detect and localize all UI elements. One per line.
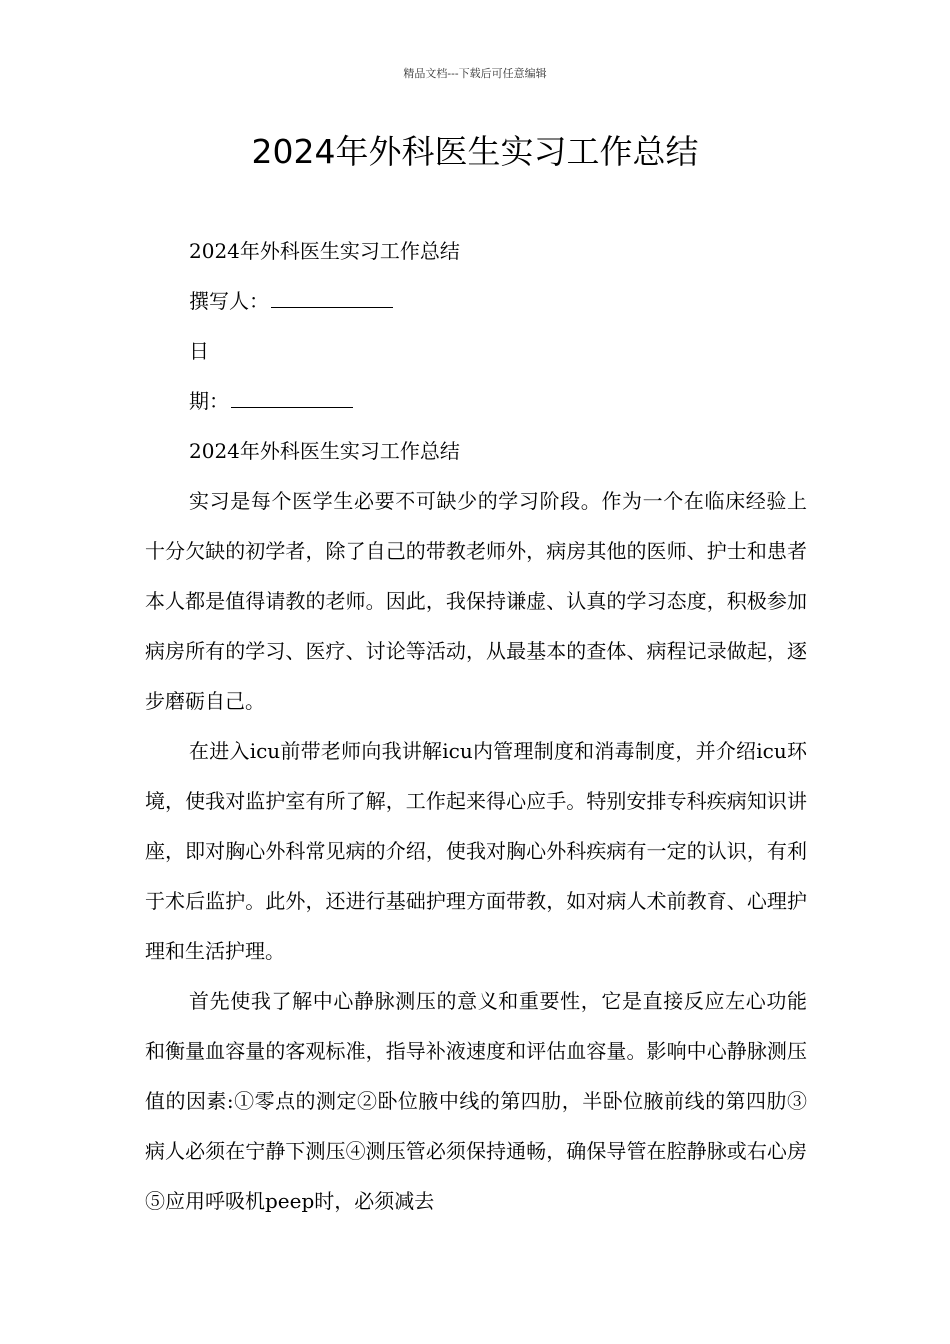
date-blank	[231, 385, 353, 408]
date-label-line1: 日	[189, 339, 209, 363]
paragraph-3: 首先使我了解中心静脉测压的意义和重要性，它是直接反应左心功能和衡量血容量的客观标准，指导补液速度和评估血容量。影响中心静脉测压值的因素:①零点的测定②卧位腋中线的第四肋，半卧位腋前线的第四肋③病人必须在宁静下测压④测压管必须保持通畅，确保导管在腔静脉或右心房⑤应用呼吸机peep时，必须减去	[145, 989, 807, 1213]
subtitle: 2024年外科医生实习工作总结	[189, 239, 460, 263]
author-blank	[271, 285, 393, 308]
subtitle-repeat: 2024年外科医生实习工作总结	[189, 439, 460, 463]
date-label: 期：	[189, 389, 229, 413]
page-header: 精品文档---下载后可任意编辑	[403, 67, 547, 80]
author-label: 撰写人：	[189, 289, 269, 313]
document-body	[145, 226, 807, 1226]
author-line	[145, 276, 807, 326]
date-line	[145, 376, 807, 426]
document-title: 2024年外科医生实习工作总结	[251, 132, 699, 171]
paragraph-2: 在进入icu前带老师向我讲解icu内管理制度和消毒制度，并介绍icu环境，使我对监护室有所了解，工作起来得心应手。特别安排专科疾病知识讲座，即对胸心外科常见病的介绍，使我对胸心外科疾病有一定的认识，有利于术后监护。此外，还进行基础护理方面带教，如对病人术前教育、心理护理和生活护理。	[145, 739, 807, 963]
paragraph-1: 实习是每个医学生必要不可缺少的学习阶段。作为一个在临床经验上十分欠缺的初学者，除了自己的带教老师外，病房其他的医师、护士和患者本人都是值得请教的老师。因此，我保持谦虚、认真的学习态度，积极参加病房所有的学习、医疗、讨论等活动，从最基本的查体、病程记录做起，逐步磨砺自己。	[145, 489, 807, 713]
